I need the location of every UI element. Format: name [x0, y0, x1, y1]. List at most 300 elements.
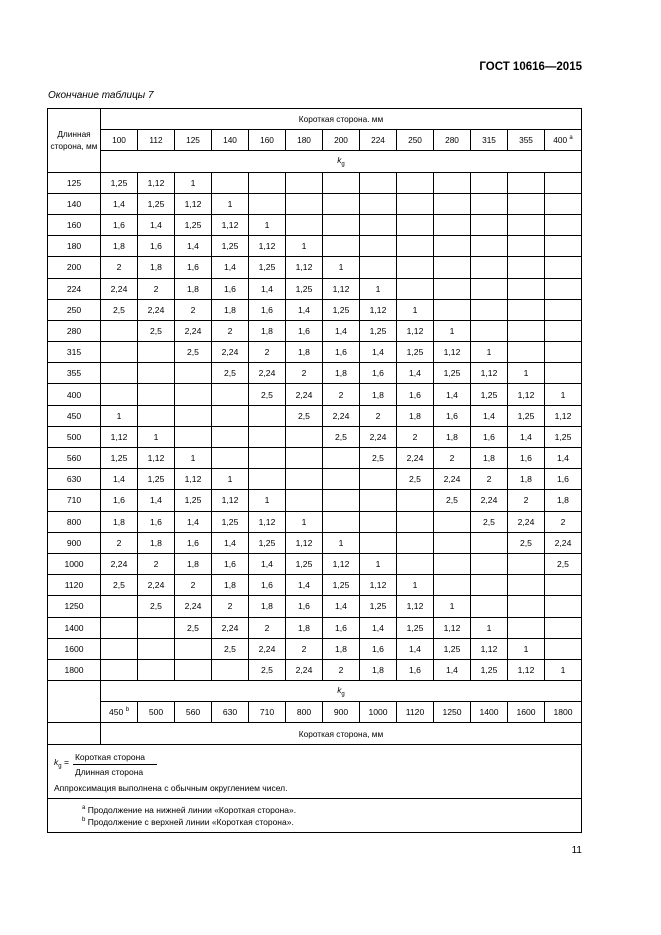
- kg-cell: [508, 172, 545, 193]
- kg-cell: [286, 490, 323, 511]
- kg-cell: 1,6: [397, 384, 434, 405]
- kg-cell: [323, 448, 360, 469]
- kg-cell: 1,25: [434, 638, 471, 659]
- kg-cell: 1,4: [434, 659, 471, 680]
- kg-cell: 1: [249, 490, 286, 511]
- kg-cell: 1,12: [101, 426, 138, 447]
- kg-cell: 1: [471, 617, 508, 638]
- table-row: [48, 596, 582, 617]
- kg-cell: 1: [175, 448, 212, 469]
- long-side-value: 800: [48, 511, 101, 532]
- short-side-header: Короткая сторона. мм: [101, 109, 582, 130]
- kg-cell: 1,12: [138, 448, 175, 469]
- kg-cell: 1,25: [249, 257, 286, 278]
- kg-cell: 1,12: [434, 617, 471, 638]
- kg-cell: 2,5: [175, 342, 212, 363]
- kg-cell: 1,6: [249, 299, 286, 320]
- kg-cell: [286, 214, 323, 235]
- kg-cell: [471, 299, 508, 320]
- bottom-column-label: 560: [185, 707, 201, 718]
- bottom-column-label: 1800: [553, 707, 573, 718]
- footnote: [82, 815, 575, 828]
- kg-cell: 1,25: [138, 469, 175, 490]
- kg-cell: 1,4: [212, 532, 249, 553]
- table-row: [48, 490, 582, 511]
- table-row: [48, 172, 582, 193]
- kg-cell: 2: [175, 299, 212, 320]
- kg-cell: [434, 553, 471, 574]
- kg-cell: 1,6: [101, 214, 138, 235]
- top-column-value: [360, 130, 397, 151]
- kg-cell: [397, 490, 434, 511]
- kg-cell: 2,24: [323, 405, 360, 426]
- kg-cell: 1: [286, 236, 323, 257]
- long-side-value: 160: [48, 214, 101, 235]
- long-side-value: 900: [48, 532, 101, 553]
- kg-cell: [471, 214, 508, 235]
- kg-cell: [249, 172, 286, 193]
- kg-cell: 1,12: [249, 511, 286, 532]
- table-row: [48, 278, 582, 299]
- kg-cell: [212, 405, 249, 426]
- kg-cell: 2,5: [397, 469, 434, 490]
- kg-cell: 1,25: [101, 172, 138, 193]
- top-columns-row: [48, 130, 582, 151]
- top-column-label: 400: [553, 135, 568, 146]
- footnote-text: Продолжение на нижней линии «Короткая сторона».: [85, 804, 297, 815]
- kg-cell: [249, 469, 286, 490]
- bottom-column-value: [249, 702, 286, 723]
- kg-cell: [249, 426, 286, 447]
- table-row: [48, 448, 582, 469]
- approximation-note: Аппроксимация выполнена с обычным округлением чисел.: [54, 782, 288, 793]
- long-side-value: 1600: [48, 638, 101, 659]
- kg-cell: 1,8: [175, 553, 212, 574]
- table-row: [48, 320, 582, 341]
- top-column-label: 355: [519, 135, 533, 146]
- kg-cell: 1: [101, 405, 138, 426]
- top-column-label: 125: [186, 135, 200, 146]
- kg-cell: 2,24: [101, 553, 138, 574]
- footnote: [82, 803, 575, 816]
- kg-cell: [508, 553, 545, 574]
- kg-cell: 2: [508, 490, 545, 511]
- page-number: 11: [571, 845, 582, 856]
- kg-cell: 1,8: [101, 511, 138, 532]
- kg-cell: [545, 320, 582, 341]
- kg-cell: [101, 617, 138, 638]
- kg-cell: [360, 172, 397, 193]
- kg-cell: [471, 193, 508, 214]
- kg-cell: 1: [360, 278, 397, 299]
- kg-cell: [138, 384, 175, 405]
- kg-cell: 2,24: [249, 363, 286, 384]
- bottom-columns-row: [48, 702, 582, 723]
- long-side-value: 1000: [48, 553, 101, 574]
- top-column-value: [286, 130, 323, 151]
- table-row: [48, 193, 582, 214]
- kg-cell: 2: [138, 553, 175, 574]
- kg-cell: 1,4: [286, 299, 323, 320]
- kg-cell: 2: [545, 511, 582, 532]
- bottom-column-label: 1000: [368, 707, 388, 718]
- kg-cell: 2: [471, 469, 508, 490]
- bottom-column-label: 1400: [479, 707, 499, 718]
- bottom-column-value: [508, 702, 545, 723]
- kg-cell: 1: [212, 469, 249, 490]
- top-column-value: [175, 130, 212, 151]
- kg-cell: 1,8: [508, 469, 545, 490]
- kg-cell: 1,6: [360, 363, 397, 384]
- top-column-value: [323, 130, 360, 151]
- kg-cell: 2,5: [323, 426, 360, 447]
- bottom-column-value: [323, 702, 360, 723]
- short-side-footer: Короткая сторона, мм: [101, 723, 582, 744]
- kg-cell: [508, 257, 545, 278]
- top-column-label: 250: [408, 135, 422, 146]
- footnote-mark: b: [82, 817, 86, 824]
- kg-cell: 1: [249, 214, 286, 235]
- kg-cell: 2: [434, 448, 471, 469]
- kg-cell: [286, 469, 323, 490]
- bottom-column-value: [545, 702, 582, 723]
- kg-cell: [360, 490, 397, 511]
- kg-cell: 1,4: [323, 596, 360, 617]
- long-side-value: 450: [48, 405, 101, 426]
- kg-cell: [545, 193, 582, 214]
- kg-cell: 1,12: [397, 596, 434, 617]
- kg-cell: 1: [212, 193, 249, 214]
- kg-cell: 1,4: [249, 278, 286, 299]
- kg-cell: [508, 320, 545, 341]
- kg-cell: 1,12: [434, 342, 471, 363]
- table-row: [48, 384, 582, 405]
- kg-cell: 1,4: [175, 511, 212, 532]
- kg-cell: [397, 553, 434, 574]
- kg-cell: 1,8: [286, 617, 323, 638]
- empty-cell: [48, 681, 101, 723]
- kg-cell: 1,4: [434, 384, 471, 405]
- kg-cell: [471, 236, 508, 257]
- kg-cell: 1,12: [360, 575, 397, 596]
- kg-cell: 2,24: [175, 596, 212, 617]
- kg-cell: 1,6: [138, 236, 175, 257]
- top-column-label: 140: [223, 135, 237, 146]
- kg-cell: [397, 214, 434, 235]
- kg-cell: 1,6: [175, 532, 212, 553]
- kg-cell: [471, 257, 508, 278]
- equals-sign: =: [63, 756, 69, 767]
- bottom-column-value: [471, 702, 508, 723]
- kg-cell: 2,24: [212, 342, 249, 363]
- kg-cell: 2,5: [434, 490, 471, 511]
- kg-cell: [434, 575, 471, 596]
- formula-cell: [48, 744, 582, 798]
- top-column-value: [397, 130, 434, 151]
- kg-cell: 1,12: [212, 214, 249, 235]
- bottom-column-label: 800: [296, 707, 312, 718]
- kg-cell: 1: [545, 659, 582, 680]
- kg-cell: [360, 214, 397, 235]
- table-row: [48, 638, 582, 659]
- kg-cell: 1,8: [545, 490, 582, 511]
- table-row: [48, 257, 582, 278]
- kg-cell: 2,5: [249, 659, 286, 680]
- kg-cell: 2,24: [286, 384, 323, 405]
- top-column-value: [212, 130, 249, 151]
- top-column-value: [101, 130, 138, 151]
- kg-cell: [434, 172, 471, 193]
- bottom-column-value: [360, 702, 397, 723]
- kg-cell: 1,4: [138, 490, 175, 511]
- kg-cell: [138, 342, 175, 363]
- kg-cell: [508, 278, 545, 299]
- kg-cell: 2,5: [212, 638, 249, 659]
- kg-cell: [471, 320, 508, 341]
- kg-symbol: k: [337, 684, 342, 695]
- notes-row: [48, 798, 582, 833]
- kg-cell: 1,12: [249, 236, 286, 257]
- kg-cell: [101, 659, 138, 680]
- kg-cell: 1: [175, 172, 212, 193]
- kg-cell: 1,6: [545, 469, 582, 490]
- fraction-denominator: Длинная сторона: [74, 766, 144, 777]
- kg-subscript: g: [341, 691, 345, 698]
- kg-cell: [545, 575, 582, 596]
- long-side-value: 250: [48, 299, 101, 320]
- kg-subscript: g: [341, 161, 345, 168]
- kg-cell: [323, 214, 360, 235]
- kg-cell: [175, 426, 212, 447]
- table-row: [48, 426, 582, 447]
- kg-cell: [101, 596, 138, 617]
- kg-cell: 1,8: [101, 236, 138, 257]
- kg-cell: 2,24: [138, 575, 175, 596]
- long-side-value: 140: [48, 193, 101, 214]
- kg-symbol: k: [337, 155, 342, 166]
- kg-cell: 1,25: [397, 617, 434, 638]
- kg-cell: 2,5: [360, 448, 397, 469]
- kg-cell: 1,8: [175, 278, 212, 299]
- kg-cell: [249, 448, 286, 469]
- kg-cell: 1,25: [471, 659, 508, 680]
- bottom-column-value: [101, 702, 138, 723]
- long-side-value: 280: [48, 320, 101, 341]
- kg-cell: 2,5: [101, 575, 138, 596]
- kg-cell: 1,4: [471, 405, 508, 426]
- kg-cell: [397, 532, 434, 553]
- kg-cell: [323, 490, 360, 511]
- kg-cell: 2,24: [249, 638, 286, 659]
- footnote-b-marker: b: [125, 707, 130, 714]
- kg-cell: 2,5: [471, 511, 508, 532]
- bottom-column-label: 1600: [516, 707, 536, 718]
- bottom-column-label: 500: [148, 707, 164, 718]
- kg-cell: 1,12: [360, 299, 397, 320]
- kg-cell: 2: [360, 405, 397, 426]
- kg-cell: 1,8: [249, 320, 286, 341]
- kg-cell: 1,6: [175, 257, 212, 278]
- formula-row: [48, 744, 582, 798]
- top-column-value: [471, 130, 508, 151]
- kg-cell: 1,8: [286, 342, 323, 363]
- kg-cell: 2,24: [101, 278, 138, 299]
- kg-cell: 1,6: [212, 278, 249, 299]
- kg-cell: [101, 320, 138, 341]
- kg-cell: [434, 257, 471, 278]
- kg-cell: [471, 172, 508, 193]
- bottom-column-value: [138, 702, 175, 723]
- kg-cell: [545, 638, 582, 659]
- kg-cell: [545, 299, 582, 320]
- kg-cell: [508, 575, 545, 596]
- kg-label-bottom: [101, 681, 582, 702]
- long-side-value: 710: [48, 490, 101, 511]
- kg-cell: 1,4: [286, 575, 323, 596]
- long-side-value: 1120: [48, 575, 101, 596]
- kg-cell: 1,4: [508, 426, 545, 447]
- long-side-value: 180: [48, 236, 101, 257]
- kg-cell: [138, 617, 175, 638]
- kg-cell: [360, 236, 397, 257]
- kg-cell: 1,4: [101, 193, 138, 214]
- kg-subscript: g: [58, 763, 62, 770]
- kg-cell: 1,25: [471, 384, 508, 405]
- kg-cell: 1,25: [360, 596, 397, 617]
- kg-label-bottom-row: [48, 681, 582, 702]
- kg-cell: [175, 659, 212, 680]
- kg-cell: 1: [508, 363, 545, 384]
- kg-cell: [545, 278, 582, 299]
- top-column-value: [508, 130, 545, 151]
- kg-cell: [434, 236, 471, 257]
- kg-cell: [471, 532, 508, 553]
- kg-cell: 1,12: [545, 405, 582, 426]
- kg-cell: 1,6: [508, 448, 545, 469]
- kg-cell: [471, 596, 508, 617]
- kg-cell: [397, 257, 434, 278]
- bottom-column-label: 710: [259, 707, 275, 718]
- kg-cell: [249, 405, 286, 426]
- kg-cell: [508, 596, 545, 617]
- kg-cell: 1,25: [286, 553, 323, 574]
- long-side-value: 630: [48, 469, 101, 490]
- kg-cell: [286, 426, 323, 447]
- kg-cell: 2,24: [545, 532, 582, 553]
- kg-cell: 1,25: [101, 448, 138, 469]
- kg-cell: [212, 426, 249, 447]
- table-row: [48, 575, 582, 596]
- table-caption: Окончание таблицы 7: [48, 90, 154, 101]
- kg-cell: 1,12: [508, 659, 545, 680]
- table-row: [48, 469, 582, 490]
- kg-cell: [434, 511, 471, 532]
- kg-cell: 1,12: [397, 320, 434, 341]
- kg-cell: 2,5: [138, 320, 175, 341]
- kg-cell: 1,12: [323, 553, 360, 574]
- kg-cell: 1,4: [212, 257, 249, 278]
- kg-cell: 1: [323, 532, 360, 553]
- kg-label-row: [48, 151, 582, 172]
- fraction-numerator: Короткая сторона: [73, 751, 157, 765]
- kg-cell: 1,4: [323, 320, 360, 341]
- kg-cell: 1,25: [138, 193, 175, 214]
- kg-cell: 2: [212, 596, 249, 617]
- kg-cell: [434, 299, 471, 320]
- kg-cell: [397, 172, 434, 193]
- kg-cell: 1,8: [249, 596, 286, 617]
- kg-cell: 1,25: [175, 490, 212, 511]
- top-column-label: 224: [371, 135, 385, 146]
- kg-cell: 1,4: [138, 214, 175, 235]
- bottom-column-value: [212, 702, 249, 723]
- long-side-value: 400: [48, 384, 101, 405]
- table-row: [48, 299, 582, 320]
- kg-cell: [323, 193, 360, 214]
- bottom-column-label: 1250: [442, 707, 462, 718]
- kg-cell: 1,25: [212, 511, 249, 532]
- long-side-value: 1250: [48, 596, 101, 617]
- kg-cell: [360, 257, 397, 278]
- kg-cell: [138, 363, 175, 384]
- kg-cell: 1,12: [323, 278, 360, 299]
- footnote-text: Продолжение с верхней линии «Короткая сторона».: [85, 817, 294, 828]
- top-column-label: 315: [482, 135, 496, 146]
- kg-cell: [508, 342, 545, 363]
- kg-cell: 1,25: [508, 405, 545, 426]
- kg-cell: [508, 236, 545, 257]
- kg-cell: 1,8: [138, 257, 175, 278]
- kg-cell: 1: [397, 299, 434, 320]
- kg-label-top: [101, 151, 582, 172]
- kg-cell: 1,4: [101, 469, 138, 490]
- kg-cell: 2: [249, 617, 286, 638]
- long-side-value: 224: [48, 278, 101, 299]
- kg-cell: 1: [471, 342, 508, 363]
- kg-cell: [175, 363, 212, 384]
- kg-cell: 2,24: [471, 490, 508, 511]
- kg-cell: 1,6: [323, 342, 360, 363]
- kg-cell: 1,8: [212, 575, 249, 596]
- kg-cell: 1,4: [360, 617, 397, 638]
- table-row: [48, 214, 582, 235]
- top-column-value: [434, 130, 471, 151]
- kg-cell: 1,12: [471, 638, 508, 659]
- kg-cell: 1,6: [286, 320, 323, 341]
- kg-cell: [397, 193, 434, 214]
- kg-cell: 2: [101, 257, 138, 278]
- bottom-column-label: 450: [108, 707, 124, 718]
- kg-symbol: k: [54, 756, 59, 767]
- kg-cell: 1: [397, 575, 434, 596]
- kg-cell: [545, 617, 582, 638]
- long-side-value: 500: [48, 426, 101, 447]
- table-row: [48, 659, 582, 680]
- kg-cell: 1,25: [286, 278, 323, 299]
- kg-cell: 2: [138, 278, 175, 299]
- kg-cell: [545, 214, 582, 235]
- kg-cell: [286, 193, 323, 214]
- kg-cell: [360, 469, 397, 490]
- top-column-value: [138, 130, 175, 151]
- long-side-value: 200: [48, 257, 101, 278]
- kg-cell: 2,24: [138, 299, 175, 320]
- table-row: [48, 342, 582, 363]
- header-row: [48, 109, 582, 130]
- bottom-column-value: [397, 702, 434, 723]
- kg-cell: 1,12: [175, 193, 212, 214]
- kg-cell: [138, 659, 175, 680]
